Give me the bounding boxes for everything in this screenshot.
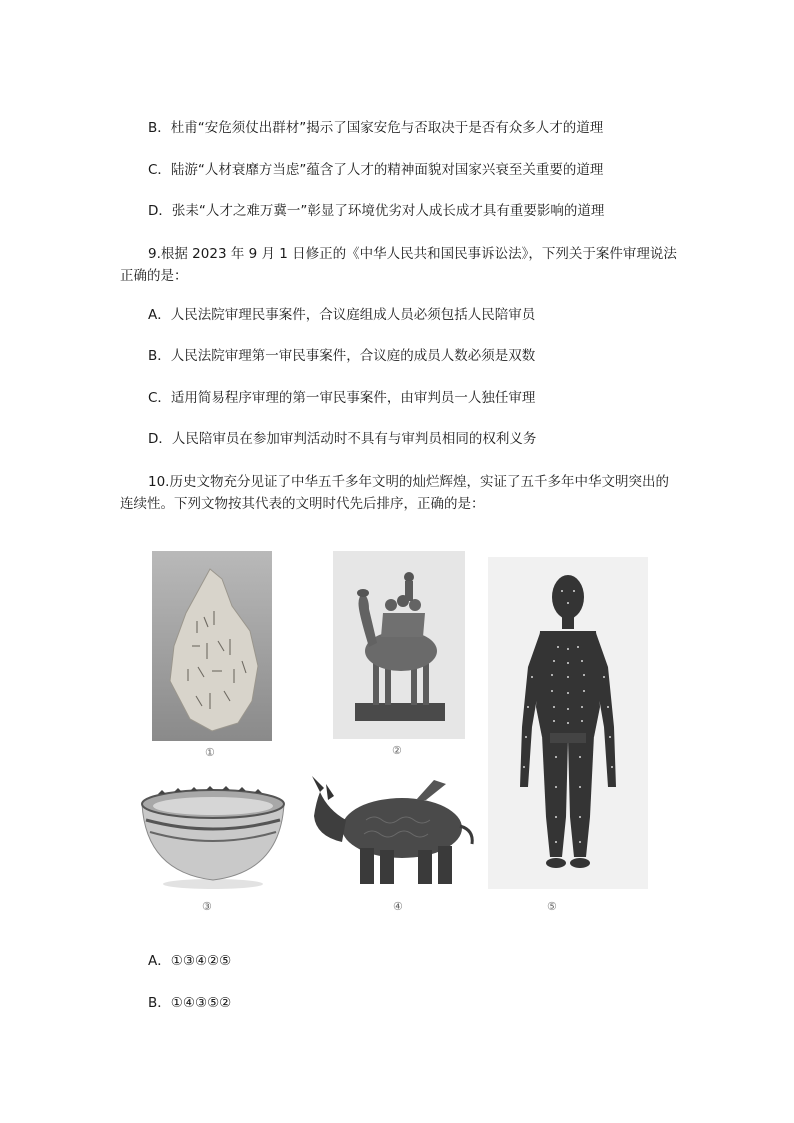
q10-option-b: B．①④③⑤② [148,995,232,1011]
q10-stem: 10.历史文物充分见证了中华五千多年文明的灿烂辉煌，实证了五千多年中华文明突出的连续性。下列文物按其代表的文明时代先后排序，正确的是： [120,474,669,512]
q9-stem: 9.根据 2023 年 9 月 1 日修正的《中华人民共和国民事诉讼法》，下列关于案件审理说法正确的是： [120,246,677,284]
q9-option-c: C．适用简易程序审理的第一审民事案件，由审判员一人独任审理 [148,390,536,406]
bronze-acupuncture-figure-image [488,557,648,889]
q8-option-d: D．张耒“人才之难万冀一”彰显了环境优劣对人成长成才具有重要影响的道理 [148,203,605,219]
artifact-caption-2: ② [392,744,402,757]
painted-pottery-basin-image [138,780,288,892]
artifact-caption-5: ⑤ [547,900,557,913]
q8-option-b: B．杜甫“安危须仗出群材”揭示了国家安危与否取决于是否有众多人才的道理 [148,120,604,136]
q10-option-a: A．①③④②⑤ [148,953,232,969]
artifact-caption-4: ④ [393,900,403,913]
q9-option-a: A．人民法院审理民事案件，合议庭组成人员必须包括人民陪审员 [148,307,536,323]
oracle-bone-image [152,551,272,741]
artifact-caption-3: ③ [202,900,212,913]
q9-option-d: D．人民陪审员在参加审判活动时不具有与审判员相同的权利义务 [148,431,537,447]
bronze-rhinoceros-image [306,770,482,894]
q9-option-b: B．人民法院审理第一审民事案件，合议庭的成员人数必须是双数 [148,348,536,364]
q8-option-c: C．陆游“人材衰靡方当虑”蕴含了人才的精神面貌对国家兴衰至关重要的道理 [148,162,604,178]
artifact-caption-1: ① [205,746,215,759]
camel-statue-image [333,551,465,739]
